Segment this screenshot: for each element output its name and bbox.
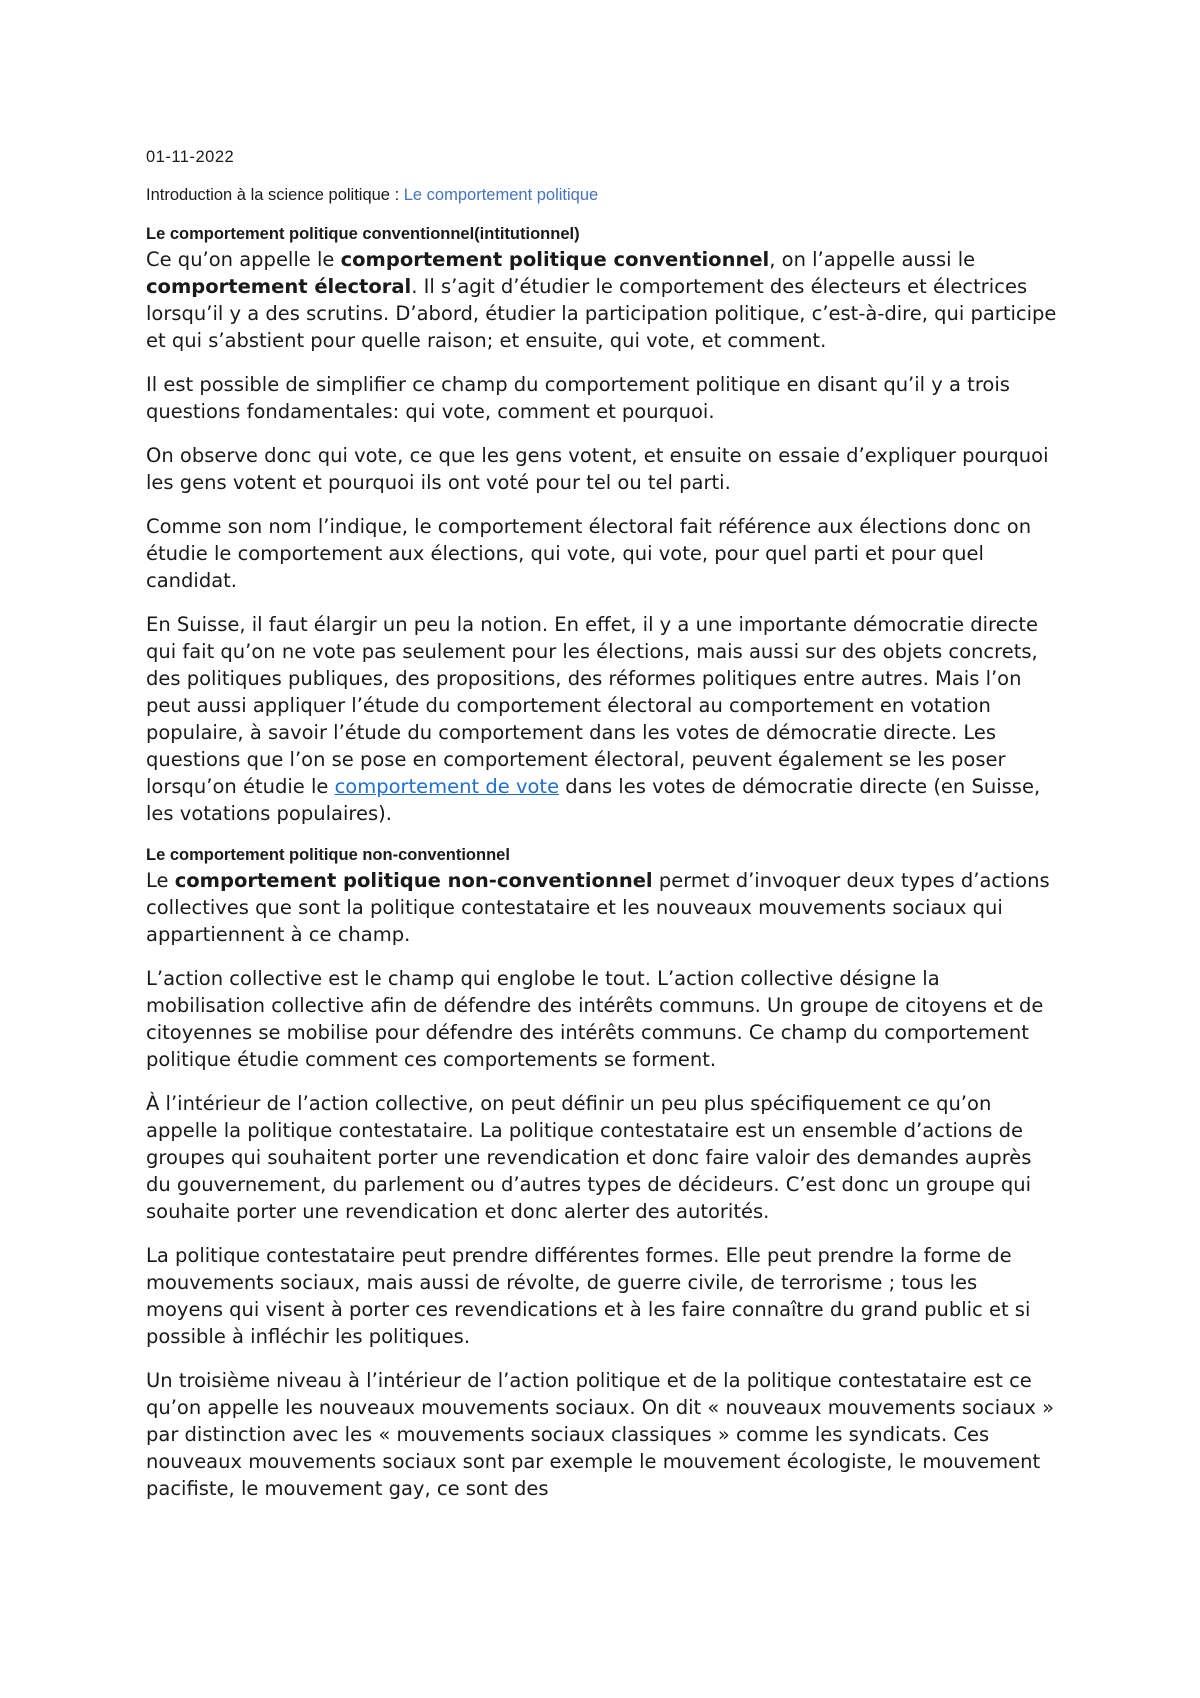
text-run: dans les votes de démocratie directe (en Suisse, les votations populaires). (146, 775, 1041, 825)
text-run: En Suisse, il faut élargir un peu la notion. En effet, il y a une importante démocratie directe qui fait qu’on ne vote pas seulement pour les élections, mais aussi sur des objets concrets, des politiques publiques, des propositions, des réformes politiques entre autres. Mais l’on peut aussi appliquer l’étude du comportement électoral au comportement en votation populaire, à savoir l’étude du comportement dans les votes de démocratie directe. Les questions que l’on se pose en comportement électoral, peuvent également se les poser lorsqu’on étudie le (146, 613, 1039, 798)
bold-term: comportement politique conventionnel (340, 248, 770, 271)
paragraph (146, 611, 1060, 827)
document-title (146, 184, 1060, 206)
paragraph: On observe donc qui vote, ce que les gens votent, et ensuite on essaie d’expliquer pourquoi les gens votent et pourquoi ils ont voté pour tel ou tel parti. (146, 444, 1049, 494)
text-run: Ce qu’on appelle le (146, 248, 341, 271)
paragraph (146, 246, 1060, 354)
text-run: , on l’appelle aussi le (769, 248, 976, 271)
paragraph (146, 867, 1060, 948)
bold-term: comportement électoral (146, 275, 412, 298)
title-prefix: Introduction à la science politique : (146, 186, 404, 204)
text-run: Le (146, 869, 175, 892)
text-run: permet d’invoquer deux types d’actions collectives que sont la politique contestataire et les nouveaux mouvements sociaux qui appartiennent à ce champ. (146, 869, 1050, 946)
title-accent: Le comportement politique (403, 186, 599, 204)
paragraph: La politique contestataire peut prendre différentes formes. Elle peut prendre la forme de mouvements sociaux, mais aussi de révolte, de guerre civile, de terrorisme ; tous les moyens qui visent à porter ces revendications et à les faire connaître du grand public et si possible à infléchir les politiques. (146, 1244, 1031, 1348)
paragraph: Un troisième niveau à l’intérieur de l’action politique et de la politique contestataire est ce qu’on appelle les nouveaux mouvements sociaux. On dit « nouveaux mouvements sociaux » par distinction avec les « mouvements sociaux classiques » comme les syndicats. Ces nouveaux mouvements sociaux sont par exemple le mouvement écologiste, le mouvement pacifiste, le mouvement gay, ce sont des (146, 1369, 1055, 1500)
section-heading-non-conventionnel: Le comportement politique non-conventionnel (146, 846, 510, 864)
paragraph: À l’intérieur de l’action collective, on peut définir un peu plus spécifiquement ce qu’on appelle la politique contestataire. La politique contestataire est un ensemble d’actions de groupes qui souhaitent porter une revendication et donc faire valoir des demandes auprès du gouvernement, du parlement ou d’autres types de décideurs. C’est donc un groupe qui souhaite porter une revendication et donc alerter des autorités. (146, 1092, 1032, 1223)
paragraph: Il est possible de simplifier ce champ du comportement politique en disant qu’il y a trois questions fondamentales: qui vote, comment et pourquoi. (146, 373, 1010, 423)
paragraph: Comme son nom l’indique, le comportement électoral fait référence aux élections donc on étudie le comportement aux élections, qui vote, qui vote, pour quel parti et pour quel candidat. (146, 515, 1032, 592)
section-heading-conventionnel: Le comportement politique conventionnel(intitutionnel) (146, 225, 580, 243)
bold-term: comportement politique non-conventionnel (174, 869, 653, 892)
paragraph: L’action collective est le champ qui englobe le tout. L’action collective désigne la mobilisation collective afin de défendre des intérêts communs. Un groupe de citoyens et de citoyennes se mobilise pour défendre des intérêts communs. Ce champ du comportement politique étudie comment ces comportements se forment. (146, 967, 1044, 1071)
document-date: 01-11-2022 (146, 148, 235, 166)
text-run: . Il s’agit d’étudier le comportement des électeurs et électrices lorsqu’il y a des scrutins. D’abord, étudier la participation politique, c’est-à-dire, qui participe et qui s’abstient pour quelle raison; et ensuite, qui vote, et comment. (146, 275, 1057, 352)
comportement-de-vote-link[interactable]: comportement de vote (334, 775, 560, 798)
